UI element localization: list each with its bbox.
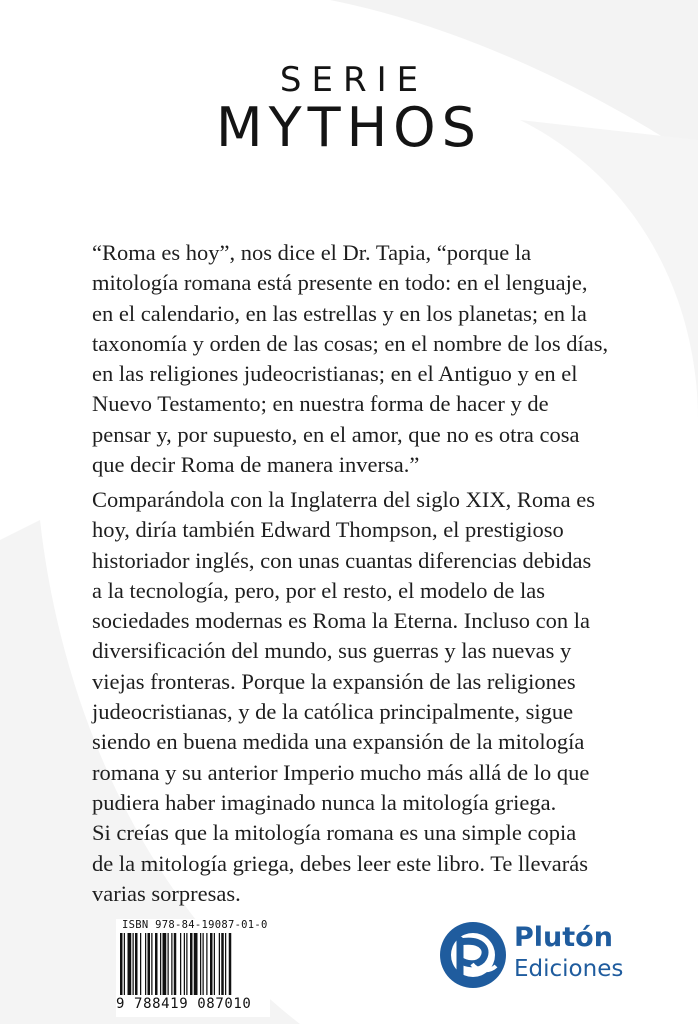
blurb-line: mitología romana está presente en todo: en el lenguaje, — [92, 270, 588, 296]
blurb-line: siendo en buena medida una expansión de la mitología — [92, 729, 585, 755]
barcode-digits: 9 788419 087010 — [116, 996, 252, 1012]
blurb-line: Comparándola con la Inglaterra del siglo XIX, Roma es — [92, 487, 595, 512]
blurb-line: “Roma es hoy”, nos dice el Dr. Tapia, “porque la — [92, 240, 532, 265]
blurb-line: que decir Roma de manera inversa.” — [92, 452, 420, 478]
blurb-line: romana y su anterior Imperio mucho más allá de lo que — [92, 759, 590, 785]
blurb-line: historiador inglés, con unas cuantas diferencias debidas — [92, 547, 592, 573]
series-title: MYTHOS — [216, 96, 482, 159]
blurb-line: pudiera haber imaginado nunca la mitología griega. — [92, 789, 557, 815]
blurb-line: sociedades modernas es Roma la Eterna. Incluso con la — [92, 608, 590, 634]
blurb-line: a la tecnología, pero, por el resto, el modelo de las — [92, 577, 545, 603]
series-label: SERIE — [279, 60, 429, 100]
barcode — [116, 919, 270, 1017]
blurb-line: en las religiones judeocristianas; en el Antiguo y en el — [92, 361, 578, 387]
series-logo — [0, 60, 698, 158]
blurb-line: varias sorpresas. — [92, 880, 241, 906]
blurb-paragraph-2 — [92, 485, 595, 909]
barcode-bars — [116, 933, 270, 997]
blurb-line: diversificación del mundo, sus guerras y las nuevas y — [92, 638, 572, 664]
pluton-emblem-icon — [438, 920, 508, 990]
blurb-line: Si creías que la mitología romana es una simple copia — [92, 820, 577, 846]
blurb-line: taxonomía y orden de las cosas; en el nombre de los días, — [92, 330, 609, 356]
blurb-line: viejas fronteras. Porque la expansión de las religiones — [92, 668, 576, 694]
blurb-line: pensar y, por supuesto, en el amor, que no es otra cosa — [92, 421, 580, 447]
blurb-line: Nuevo Testamento; en nuestra forma de hacer y de — [92, 391, 549, 417]
blurb-line: judeocristianas, y de la católica principalmente, sigue — [92, 699, 574, 725]
blurb-line: en el calendario, en las estrellas y en los planetas; en la — [92, 300, 587, 326]
isbn-label: ISBN 978-84-19087-01-0 — [122, 919, 268, 931]
blurb-line: de la mitología griega, debes leer este libro. Te llevarás — [92, 850, 588, 876]
publisher-subtitle: Ediciones — [514, 956, 624, 982]
blurb-line: hoy, diría también Edward Thompson, el prestigioso — [92, 517, 564, 543]
publisher-logo — [438, 918, 638, 998]
blurb-paragraph-1 — [92, 238, 609, 480]
publisher-name: Plutón — [514, 922, 613, 953]
